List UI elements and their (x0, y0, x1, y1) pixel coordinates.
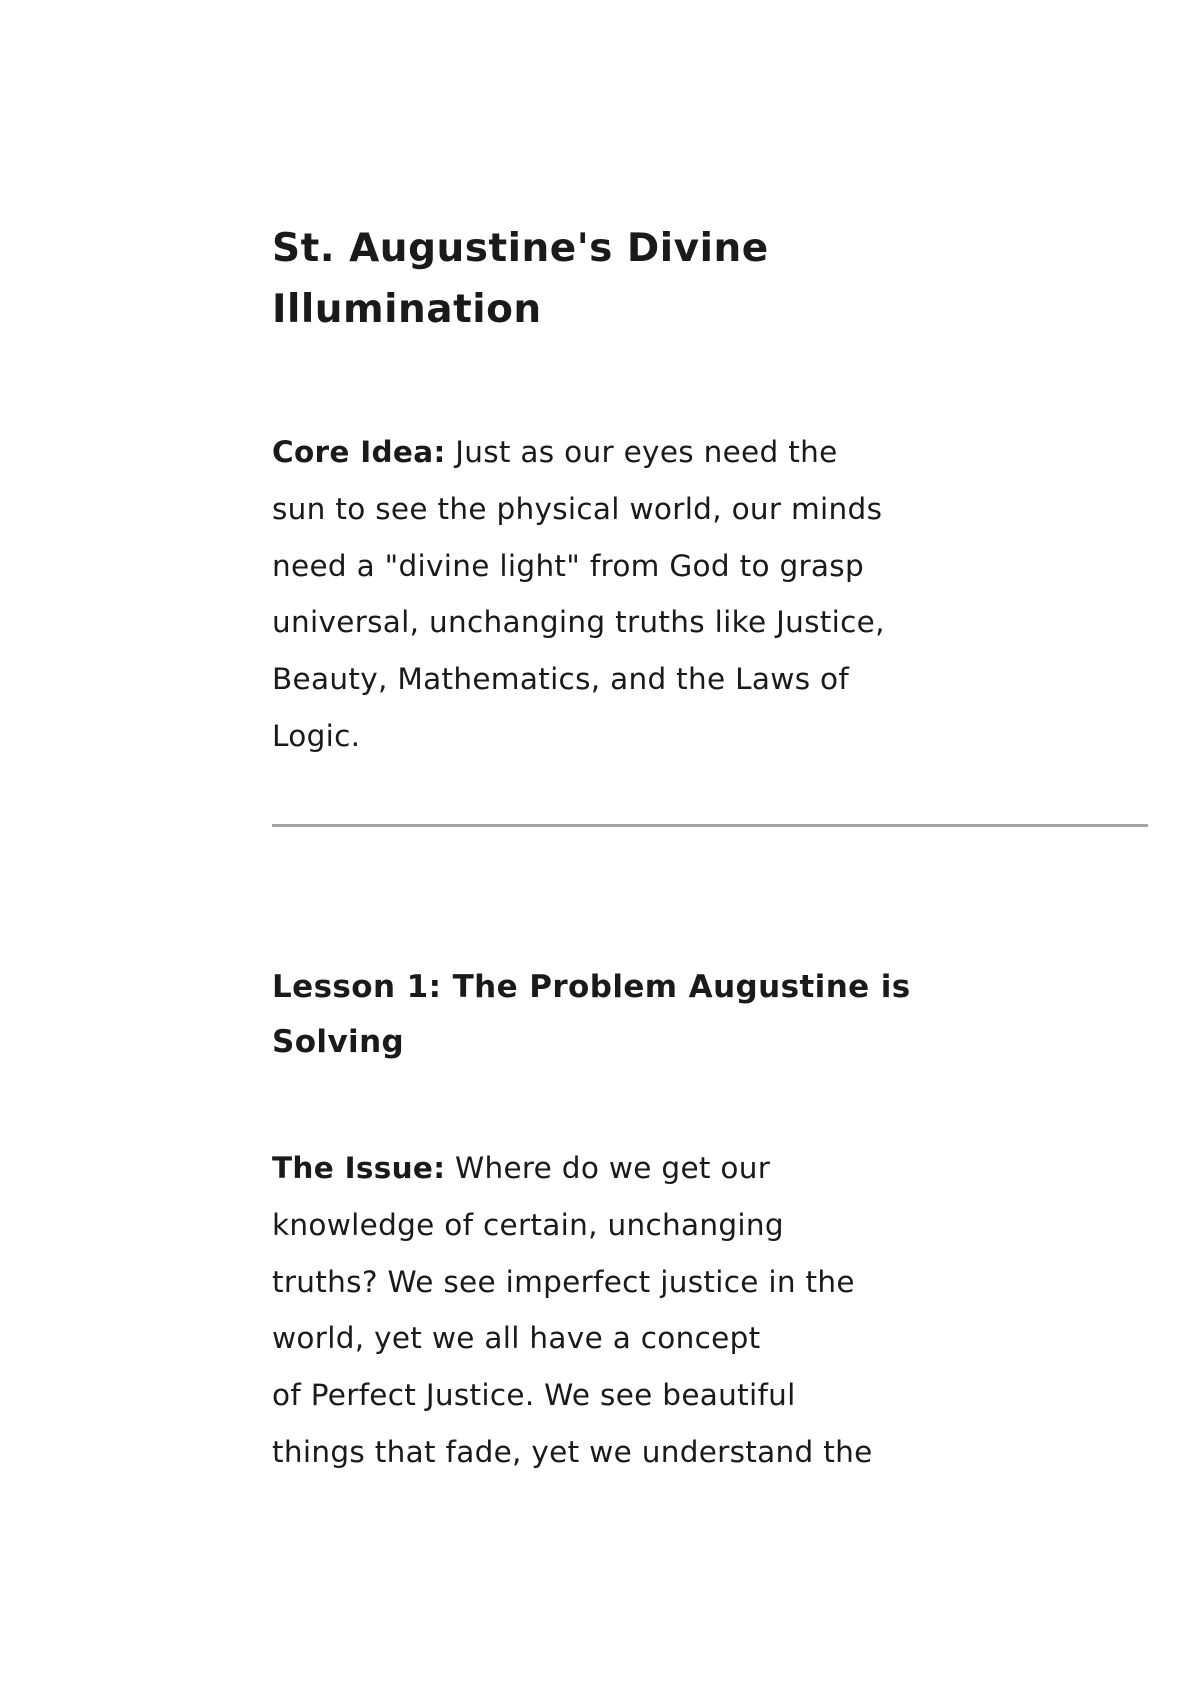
core-idea-line-2: sun to see the physical world, our minds (272, 491, 883, 526)
section-divider (272, 824, 1148, 827)
core-idea-label: Core Idea: (272, 435, 446, 469)
core-idea-line-6: Logic. (272, 718, 361, 753)
issue-line-4: world, yet we all have a concept (272, 1321, 761, 1356)
issue-line-3: truths? We see imperfect justice in the (272, 1264, 855, 1299)
issue-paragraph (272, 1140, 952, 1481)
core-idea-line-4: universal, unchanging truths like Justice, (272, 605, 885, 640)
issue-text-1: Where do we get our (445, 1151, 771, 1185)
issue-line-2: knowledge of certain, unchanging (272, 1207, 784, 1242)
core-idea-line-5: Beauty, Mathematics, and the Laws of (272, 662, 850, 697)
issue-line-5: of Perfect Justice. We see beautiful (272, 1378, 796, 1413)
core-idea-line-1 (272, 424, 952, 481)
page-title: St. Augustine's Divine Illumination (272, 226, 769, 332)
issue-label: The Issue: (272, 1151, 446, 1185)
core-idea-paragraph (272, 424, 952, 765)
core-idea-text-1: Just as our eyes need the (445, 435, 838, 469)
issue-line-1 (272, 1140, 952, 1197)
lesson-heading: Lesson 1: The Problem Augustine is Solving (272, 969, 911, 1060)
core-idea-line-3: need a "divine light" from God to grasp (272, 548, 865, 583)
issue-line-6: things that fade, yet we understand the (272, 1434, 873, 1469)
